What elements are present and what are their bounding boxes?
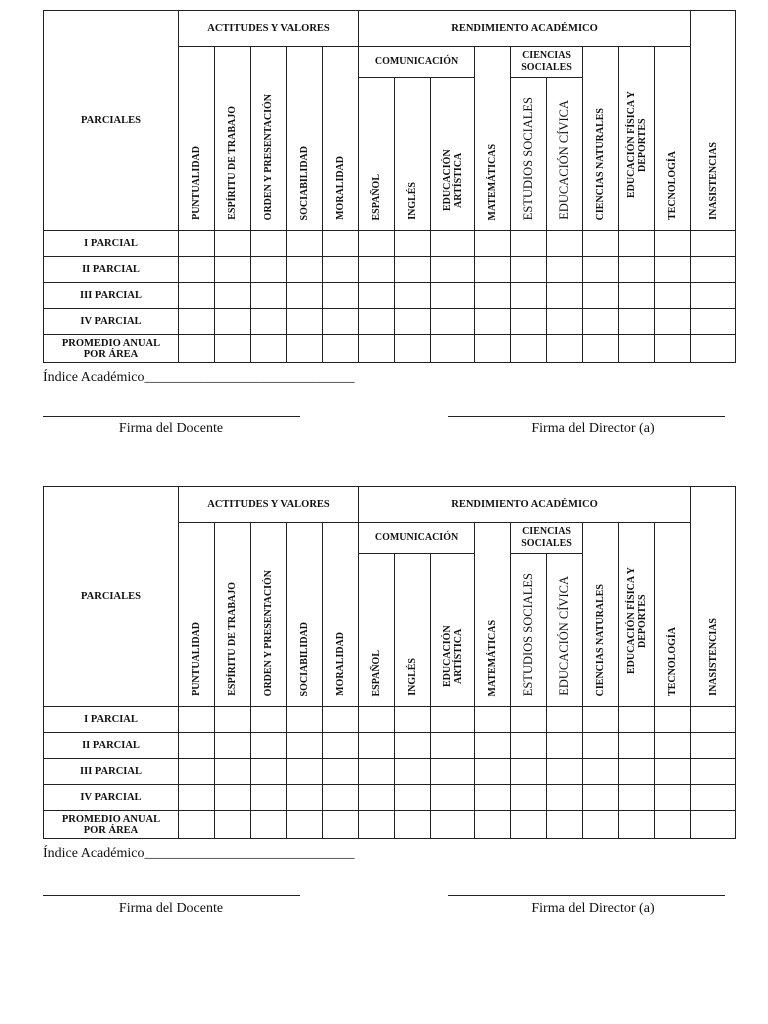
grade-cell[interactable] xyxy=(251,283,287,309)
grade-cell[interactable] xyxy=(619,309,655,335)
grade-cell[interactable] xyxy=(619,811,655,839)
grade-cell[interactable] xyxy=(323,759,359,785)
grade-cell[interactable] xyxy=(511,707,547,733)
grade-cell[interactable] xyxy=(691,335,736,363)
grade-cell[interactable] xyxy=(431,785,475,811)
comunicacion-header: COMUNICACIÓN xyxy=(359,523,475,554)
rendimiento-header: RENDIMIENTO ACADÉMICO xyxy=(359,487,691,523)
col-moralidad: MORALIDAD xyxy=(323,47,359,231)
col-educacion-artistica: EDUCACIÓN ARTÍSTICA xyxy=(431,78,475,231)
grade-cell[interactable] xyxy=(215,759,251,785)
grade-cell[interactable] xyxy=(215,733,251,759)
grade-cell[interactable] xyxy=(323,257,359,283)
table-row xyxy=(44,257,736,283)
grade-cell[interactable] xyxy=(511,231,547,257)
table-row xyxy=(44,231,736,257)
grade-cell[interactable] xyxy=(179,733,215,759)
grade-cell[interactable] xyxy=(395,707,431,733)
col-tecnologia: TECNOLOGÍA xyxy=(655,47,691,231)
grade-cell[interactable] xyxy=(691,811,736,839)
row-label: III PARCIAL xyxy=(44,283,179,309)
col-espanol: ESPAÑOL xyxy=(359,554,395,707)
col-ingles: INGLÉS xyxy=(395,554,431,707)
grade-cell[interactable] xyxy=(251,811,287,839)
row-label: IV PARCIAL xyxy=(44,309,179,335)
grade-cell[interactable] xyxy=(323,309,359,335)
grade-cell[interactable] xyxy=(251,309,287,335)
grade-cell[interactable] xyxy=(215,785,251,811)
grade-cell[interactable] xyxy=(547,257,583,283)
grade-cell[interactable] xyxy=(583,309,619,335)
grade-cell[interactable] xyxy=(619,231,655,257)
col-matematicas: MATEMÁTICAS xyxy=(475,523,511,707)
grade-cell[interactable] xyxy=(323,733,359,759)
firma-director: Firma del Director (a) xyxy=(531,421,655,436)
grade-cell[interactable] xyxy=(359,335,395,363)
grade-cell[interactable] xyxy=(583,283,619,309)
ciencias-sociales-header: CIENCIAS SOCIALES xyxy=(511,523,583,554)
grade-cell[interactable] xyxy=(287,309,323,335)
grade-cell[interactable] xyxy=(547,759,583,785)
grade-cell[interactable] xyxy=(583,759,619,785)
grade-cell[interactable] xyxy=(395,811,431,839)
grade-cell[interactable] xyxy=(511,283,547,309)
grade-cell[interactable] xyxy=(691,707,736,733)
firma-docente: Firma del Docente xyxy=(118,421,224,436)
grade-cell[interactable] xyxy=(655,759,691,785)
grade-cell[interactable] xyxy=(619,733,655,759)
grade-cell[interactable] xyxy=(547,335,583,363)
grade-cell[interactable] xyxy=(547,231,583,257)
grade-cell[interactable] xyxy=(395,231,431,257)
grade-cell[interactable] xyxy=(655,733,691,759)
parciales-header: PARCIALES xyxy=(44,11,179,231)
col-puntualidad: PUNTUALIDAD xyxy=(179,523,215,707)
grade-cell[interactable] xyxy=(691,759,736,785)
grade-cell[interactable] xyxy=(511,811,547,839)
inasistencias-header: INASISTENCIAS xyxy=(691,487,736,707)
grade-cell[interactable] xyxy=(359,759,395,785)
grade-cell[interactable] xyxy=(287,231,323,257)
col-matematicas: MATEMÁTICAS xyxy=(475,47,511,231)
row-label: II PARCIAL xyxy=(44,733,179,759)
col-espiritu: ESPÍRITU DE TRABAJO xyxy=(215,47,251,231)
grade-cell[interactable] xyxy=(475,257,511,283)
col-orden: ORDEN Y PRESENTACIÓN xyxy=(251,523,287,707)
col-estudios-sociales: ESTUDIOS SOCIALES xyxy=(511,554,547,707)
grade-cell[interactable] xyxy=(359,309,395,335)
grade-cell[interactable] xyxy=(251,335,287,363)
grade-cell[interactable] xyxy=(691,283,736,309)
table-row xyxy=(44,733,736,759)
grade-cell[interactable] xyxy=(359,811,395,839)
grade-cell[interactable] xyxy=(619,335,655,363)
grade-cell[interactable] xyxy=(323,785,359,811)
inasistencias-header: INASISTENCIAS xyxy=(691,11,736,231)
grade-cell[interactable] xyxy=(655,811,691,839)
grade-cell[interactable] xyxy=(583,257,619,283)
grade-cell[interactable] xyxy=(287,707,323,733)
grade-cell[interactable] xyxy=(431,759,475,785)
grade-cell[interactable] xyxy=(215,811,251,839)
report-card-1 xyxy=(43,10,730,436)
grade-cell[interactable] xyxy=(323,231,359,257)
col-espiritu: ESPÍRITU DE TRABAJO xyxy=(215,523,251,707)
grade-cell[interactable] xyxy=(431,707,475,733)
row-label: II PARCIAL xyxy=(44,257,179,283)
table-row xyxy=(44,335,736,363)
grade-cell[interactable] xyxy=(619,283,655,309)
col-sociabilidad: SOCIABILIDAD xyxy=(287,523,323,707)
grade-cell[interactable] xyxy=(619,257,655,283)
grade-cell[interactable] xyxy=(431,811,475,839)
grade-cell[interactable] xyxy=(583,785,619,811)
grade-cell[interactable] xyxy=(359,257,395,283)
grade-cell[interactable] xyxy=(359,283,395,309)
grade-cell[interactable] xyxy=(287,759,323,785)
grade-cell[interactable] xyxy=(583,811,619,839)
ciencias-sociales-header: CIENCIAS SOCIALES xyxy=(511,47,583,78)
grade-cell[interactable] xyxy=(431,283,475,309)
grade-cell[interactable] xyxy=(655,231,691,257)
parciales-header: PARCIALES xyxy=(44,487,179,707)
signature-line-docente xyxy=(43,895,300,896)
grade-cell[interactable] xyxy=(431,309,475,335)
table-row xyxy=(44,309,736,335)
grade-cell[interactable] xyxy=(655,785,691,811)
grade-cell[interactable] xyxy=(655,707,691,733)
grade-cell[interactable] xyxy=(395,759,431,785)
grade-cell[interactable] xyxy=(583,733,619,759)
grade-cell[interactable] xyxy=(323,335,359,363)
col-educacion-fisica: EDUCACIÓN FÍSICA Y DEPORTES xyxy=(619,523,655,707)
table-row xyxy=(44,811,736,839)
grade-cell[interactable] xyxy=(215,231,251,257)
grade-cell[interactable] xyxy=(655,335,691,363)
table-row xyxy=(44,785,736,811)
grade-cell[interactable] xyxy=(287,257,323,283)
grades-table xyxy=(43,486,736,839)
grade-cell[interactable] xyxy=(323,283,359,309)
signature-line-docente xyxy=(43,416,300,417)
grade-cell[interactable] xyxy=(691,231,736,257)
grade-cell[interactable] xyxy=(251,257,287,283)
grade-cell[interactable] xyxy=(619,759,655,785)
row-label: PROMEDIO ANUAL POR ÁREA xyxy=(44,335,179,363)
grade-cell[interactable] xyxy=(691,309,736,335)
grade-cell[interactable] xyxy=(287,733,323,759)
col-educacion-civica: EDUCACIÓN CÍVICA xyxy=(547,78,583,231)
grade-cell[interactable] xyxy=(691,785,736,811)
grade-cell[interactable] xyxy=(655,257,691,283)
col-estudios-sociales: ESTUDIOS SOCIALES xyxy=(511,78,547,231)
grade-cell[interactable] xyxy=(251,733,287,759)
grade-cell[interactable] xyxy=(323,811,359,839)
grade-cell[interactable] xyxy=(251,231,287,257)
grade-cell[interactable] xyxy=(359,707,395,733)
grade-cell[interactable] xyxy=(323,707,359,733)
indice-academico: Índice Académico______________________________ xyxy=(43,370,355,385)
comunicacion-header: COMUNICACIÓN xyxy=(359,47,475,78)
table-row xyxy=(44,707,736,733)
grade-cell[interactable] xyxy=(179,785,215,811)
grade-cell[interactable] xyxy=(179,811,215,839)
col-puntualidad: PUNTUALIDAD xyxy=(179,47,215,231)
col-orden: ORDEN Y PRESENTACIÓN xyxy=(251,47,287,231)
grade-cell[interactable] xyxy=(359,733,395,759)
rendimiento-header: RENDIMIENTO ACADÉMICO xyxy=(359,11,691,47)
grade-cell[interactable] xyxy=(287,283,323,309)
grade-cell[interactable] xyxy=(179,759,215,785)
grade-cell[interactable] xyxy=(395,733,431,759)
grade-cell[interactable] xyxy=(547,707,583,733)
grade-cell[interactable] xyxy=(547,785,583,811)
grade-cell[interactable] xyxy=(511,733,547,759)
grade-cell[interactable] xyxy=(287,335,323,363)
signature-line-director xyxy=(448,895,725,896)
grade-cell[interactable] xyxy=(655,309,691,335)
grade-cell[interactable] xyxy=(583,335,619,363)
grade-cell[interactable] xyxy=(511,785,547,811)
grade-cell[interactable] xyxy=(179,707,215,733)
grade-cell[interactable] xyxy=(511,335,547,363)
col-espanol: ESPAÑOL xyxy=(359,78,395,231)
grade-cell[interactable] xyxy=(359,231,395,257)
grade-cell[interactable] xyxy=(475,231,511,257)
table-row xyxy=(44,283,736,309)
row-label: I PARCIAL xyxy=(44,231,179,257)
grade-cell[interactable] xyxy=(287,811,323,839)
grade-cell[interactable] xyxy=(547,309,583,335)
signature-line-director xyxy=(448,416,725,417)
grade-cell[interactable] xyxy=(511,759,547,785)
grade-cell[interactable] xyxy=(179,231,215,257)
grade-cell[interactable] xyxy=(251,707,287,733)
grade-cell[interactable] xyxy=(547,283,583,309)
grade-cell[interactable] xyxy=(179,335,215,363)
grade-cell[interactable] xyxy=(179,257,215,283)
col-tecnologia: TECNOLOGÍA xyxy=(655,523,691,707)
col-sociabilidad: SOCIABILIDAD xyxy=(287,47,323,231)
grade-cell[interactable] xyxy=(179,283,215,309)
grades-table xyxy=(43,10,736,363)
row-label: PROMEDIO ANUAL POR ÁREA xyxy=(44,811,179,839)
grade-cell[interactable] xyxy=(215,335,251,363)
actitudes-header: ACTITUDES Y VALORES xyxy=(179,487,359,523)
grade-cell[interactable] xyxy=(359,785,395,811)
grade-cell[interactable] xyxy=(475,759,511,785)
grade-cell[interactable] xyxy=(583,707,619,733)
firma-director: Firma del Director (a) xyxy=(531,901,655,916)
grade-cell[interactable] xyxy=(215,283,251,309)
grade-cell[interactable] xyxy=(431,335,475,363)
col-educacion-fisica: EDUCACIÓN FÍSICA Y DEPORTES xyxy=(619,47,655,231)
grade-cell[interactable] xyxy=(547,811,583,839)
grade-cell[interactable] xyxy=(287,785,323,811)
grade-cell[interactable] xyxy=(395,283,431,309)
table-row xyxy=(44,759,736,785)
col-ciencias-naturales: CIENCIAS NATURALES xyxy=(583,523,619,707)
col-ciencias-naturales: CIENCIAS NATURALES xyxy=(583,47,619,231)
grade-cell[interactable] xyxy=(395,335,431,363)
grade-cell[interactable] xyxy=(475,309,511,335)
col-ingles: INGLÉS xyxy=(395,78,431,231)
col-educacion-civica: EDUCACIÓN CÍVICA xyxy=(547,554,583,707)
grade-cell[interactable] xyxy=(547,733,583,759)
grade-cell[interactable] xyxy=(215,309,251,335)
indice-academico: Índice Académico______________________________ xyxy=(43,846,355,861)
grade-cell[interactable] xyxy=(475,335,511,363)
grade-cell[interactable] xyxy=(475,733,511,759)
grade-cell[interactable] xyxy=(619,785,655,811)
col-moralidad: MORALIDAD xyxy=(323,523,359,707)
grade-cell[interactable] xyxy=(431,257,475,283)
grade-cell[interactable] xyxy=(251,759,287,785)
grade-cell[interactable] xyxy=(619,707,655,733)
firma-docente: Firma del Docente xyxy=(118,901,224,916)
row-label: III PARCIAL xyxy=(44,759,179,785)
grade-cell[interactable] xyxy=(215,257,251,283)
grade-cell[interactable] xyxy=(395,257,431,283)
grade-cell[interactable] xyxy=(251,785,287,811)
grade-cell[interactable] xyxy=(511,309,547,335)
grade-cell[interactable] xyxy=(475,283,511,309)
grade-cell[interactable] xyxy=(475,707,511,733)
grade-cell[interactable] xyxy=(691,257,736,283)
grade-cell[interactable] xyxy=(511,257,547,283)
grade-cell[interactable] xyxy=(395,785,431,811)
grade-cell[interactable] xyxy=(431,733,475,759)
grade-cell[interactable] xyxy=(215,707,251,733)
grade-cell[interactable] xyxy=(691,733,736,759)
grade-cell[interactable] xyxy=(395,309,431,335)
grade-cell[interactable] xyxy=(583,231,619,257)
grade-cell[interactable] xyxy=(475,811,511,839)
row-label: IV PARCIAL xyxy=(44,785,179,811)
grade-cell[interactable] xyxy=(475,785,511,811)
grade-cell[interactable] xyxy=(179,309,215,335)
grade-cell[interactable] xyxy=(655,283,691,309)
grade-cell[interactable] xyxy=(431,231,475,257)
row-label: I PARCIAL xyxy=(44,707,179,733)
report-card-2 xyxy=(43,486,730,916)
actitudes-header: ACTITUDES Y VALORES xyxy=(179,11,359,47)
col-educacion-artistica: EDUCACIÓN ARTÍSTICA xyxy=(431,554,475,707)
